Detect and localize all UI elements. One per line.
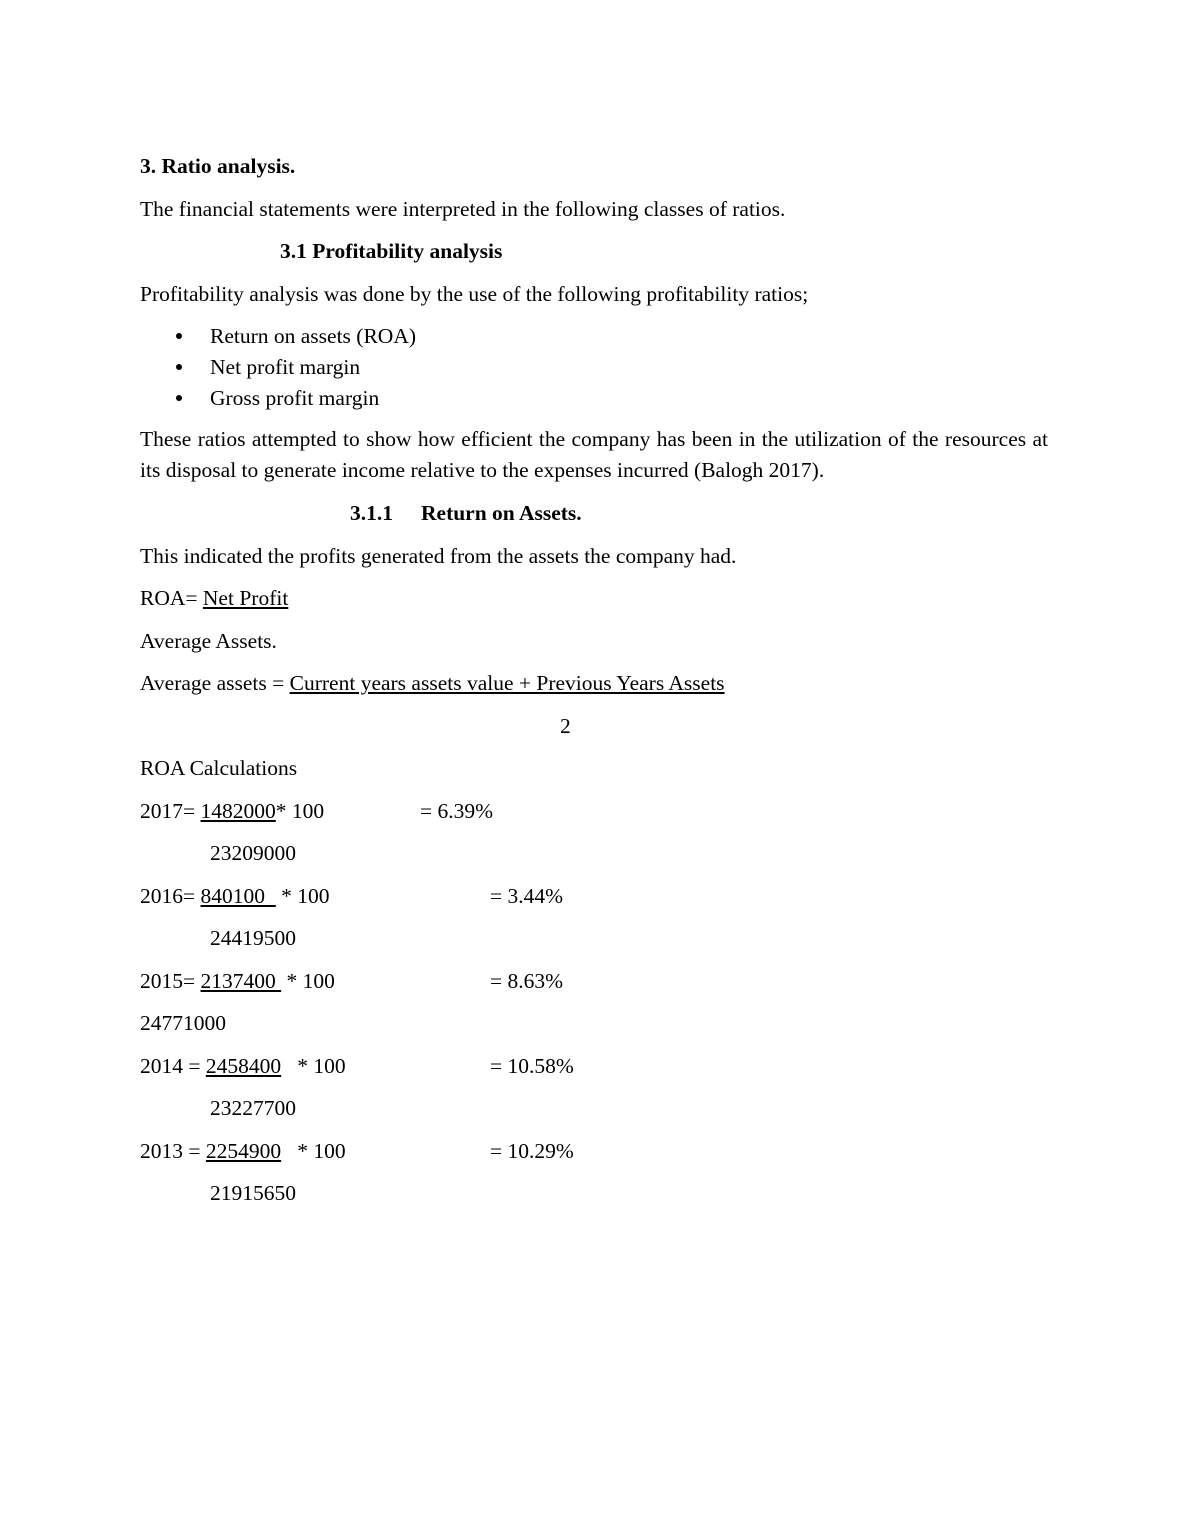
section-heading: 3. Ratio analysis. (140, 154, 296, 178)
calc-year: 2016= (140, 884, 201, 908)
calc-numerator: 2254900 (205, 1139, 282, 1163)
calc-denominator: 23227700 (210, 1096, 296, 1120)
bullet-dot (176, 395, 182, 401)
calc-year: 2015= (140, 969, 201, 993)
calc-numerator: 2458400 (205, 1054, 282, 1078)
average-denominator: 2 (560, 714, 571, 738)
roa-intro: This indicated the profits generated from the assets the company had. (140, 544, 737, 568)
calc-result: = 3.44% (490, 884, 564, 908)
average-numerator: Current years assets value + Previous Years Assets (289, 671, 725, 695)
calc-result: = 10.29% (490, 1139, 574, 1163)
calc-denominator: 23209000 (210, 841, 296, 865)
roa-heading: Return on Assets. (421, 501, 582, 525)
calc-row-2015 (140, 967, 335, 995)
subsection-heading: 3.1 Profitability analysis (280, 239, 503, 263)
calc-multiplier: * 100 (275, 799, 325, 823)
ratios-paragraph: These ratios attempted to show how efficient the company has been in the utilization of the resources at its disposal to generate income relative to the expenses incurred (Balogh 2017). (140, 427, 1048, 482)
bullet-dot (176, 333, 182, 339)
calc-multiplier: * 100 (281, 1054, 346, 1078)
calc-row-2016 (140, 882, 330, 910)
formula-denominator: Average Assets. (140, 629, 277, 653)
average-lhs: Average assets = (140, 671, 290, 695)
calc-result: = 10.58% (490, 1054, 574, 1078)
list-item: Return on assets (ROA) (210, 324, 417, 348)
calc-result: = 6.39% (420, 799, 494, 823)
subsection-intro: Profitability analysis was done by the use of the following profitability ratios; (140, 282, 809, 306)
formula-numerator: Net Profit (202, 586, 289, 610)
calc-multiplier: * 100 (275, 884, 330, 908)
calculations-title: ROA Calculations (140, 756, 298, 780)
calc-row-2014 (140, 1052, 346, 1080)
average-assets-formula (140, 669, 725, 697)
calc-multiplier: * 100 (281, 1139, 346, 1163)
roa-number: 3.1.1 (350, 501, 393, 525)
calc-year: 2014 = (140, 1054, 206, 1078)
list-item: Net profit margin (210, 355, 361, 379)
calc-numerator: 840100 (200, 884, 276, 908)
calc-denominator: 24419500 (210, 926, 296, 950)
calc-denominator: 24771000 (140, 1011, 226, 1035)
calc-multiplier: * 100 (281, 969, 335, 993)
calc-row-2013 (140, 1137, 346, 1165)
list-item: Gross profit margin (210, 386, 380, 410)
calc-year: 2017= (140, 799, 201, 823)
calc-numerator: 1482000 (200, 799, 276, 823)
roa-formula (140, 584, 288, 612)
formula-lhs: ROA= (140, 586, 203, 610)
calc-numerator: 2137400 (200, 969, 282, 993)
bullet-dot (176, 364, 182, 370)
calc-row-2017 (140, 797, 324, 825)
calc-year: 2013 = (140, 1139, 206, 1163)
calc-result: = 8.63% (490, 969, 564, 993)
calc-denominator: 21915650 (210, 1181, 296, 1205)
section-intro: The financial statements were interpreted in the following classes of ratios. (140, 197, 786, 221)
